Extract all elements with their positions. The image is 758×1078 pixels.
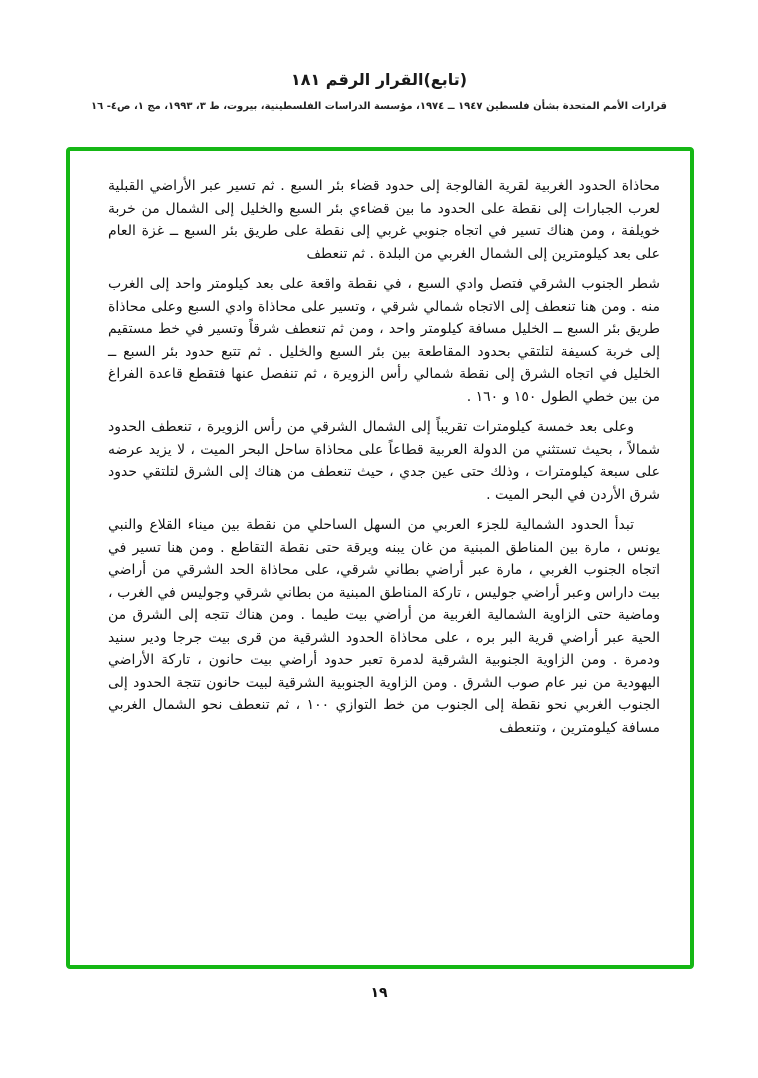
body-paragraph: شطر الجنوب الشرقي فتصل وادي السبع ، في نقطة واقعة على بعد كيلومتر واحد إلى الغرب منه . ومن هنا تنعطف إلى الاتجاه شمالي شرقي ، وتسير على محاذاة وادي السبع وعلى محاذاة طريق بئر السبع ــ الخليل مسافة كيلومتر واحد ، ومن ثم تنعطف شرقاً وتسير في خط مستقيم إلى خربة كسيفة لتلتقي بحدود المقاطعة بين بئر السبع والخليل . ثم تتبع حدود بئر السبع ــ الخليل في اتجاه الشرق إلى نقطة شمالي رأس الزويرة ، ثم تنفصل عنها فتقطع قاعدة الفراغ من بين خطي الطول ١٥٠ و ١٦٠ . (108, 276, 660, 405)
content-border (66, 147, 694, 969)
page-header (0, 70, 758, 112)
document-title: (تابع)القرار الرقم ١٨١ (290, 70, 468, 89)
body-paragraph: وعلى بعد خمسة كيلومترات تقريباً إلى الشمال الشرقي من رأس الزويرة ، تنعطف الحدود شمالاً ، بحيث تستثني من الدولة العربية قطاعاً على محاذاة ساحل البحر الميت ، لا يزيد عرضه على سبعة كيلومترات ، وذلك حتى عين جدي ، حيث تنعطف من هناك إلى الشرق لتلتقي حدود شرق الأردن في البحر الميت . (108, 419, 660, 503)
body-paragraph: محاذاة الحدود الغربية لقرية الفالوجة إلى حدود قضاء بئر السبع . ثم تسير عبر الأراضي القبلية لعرب الجبارات إلى نقطة على الحدود ما بين قضاءي بئر السبع والخليل إلى الشمال من خربة خويلفة ، ومن هناك تسير في اتجاه جنوبي غربي إلى نقطة على طريق بئر السبع ــ غزة العام على بعد كيلومترين إلى الشمال الغربي من البلدة . ثم تنعطف (108, 178, 660, 262)
document-citation: قرارات الأمم المتحدة بشأن فلسطين ١٩٤٧ ــ ١٩٧٤، مؤسسة الدراسات الفلسطينية، بيروت، ط ٣، ١٩٩٣، مج ١، ص٤- ١٦ (91, 101, 667, 112)
page-number: ١٩ (370, 985, 388, 1001)
body-paragraph: تبدأ الحدود الشمالية للجزء العربي من السهل الساحلي من نقطة بين ميناء القلاع والنبي يونس ، مارة بين المناطق المبنية من غان يبنه ويرقة حتى نقطة التقاطع . ومن هنا تسير في اتجاه الجنوب الغربي ، مارة عبر أراضي بطاني شرقي، على محاذاة الحد الشرقي من أراضي بيت داراس وعبر أراضي جوليس ، تاركة المناطق المبنية من بطاني شرقي وجوليس في الغرب ، وماضية حتى الزاوية الشمالية الغربية من أراضي بيت طيما . ومن هناك تتجه إلى الشرق من الحية عبر أراضي قرية البر بره ، على محاذاة الحدود الشرقية من قرى بيت جرجا ودير سنيد ودمرة . ومن الزاوية الجنوبية الشرقية لدمرة تعبر حدود أراضي بيت حانون ، تاركة الأراضي اليهودية من نير عام صوب الشرق . ومن الزاوية الجنوبية الشرقية لبيت حانون تتجة الحدود إلى الجنوب الغربي نحو نقطة إلى الجنوب من خط التوازي ١٠٠ ، ثم تنعطف نحو الشمال الغربي مسافة كيلومترين ، وتنعطف (108, 517, 660, 736)
